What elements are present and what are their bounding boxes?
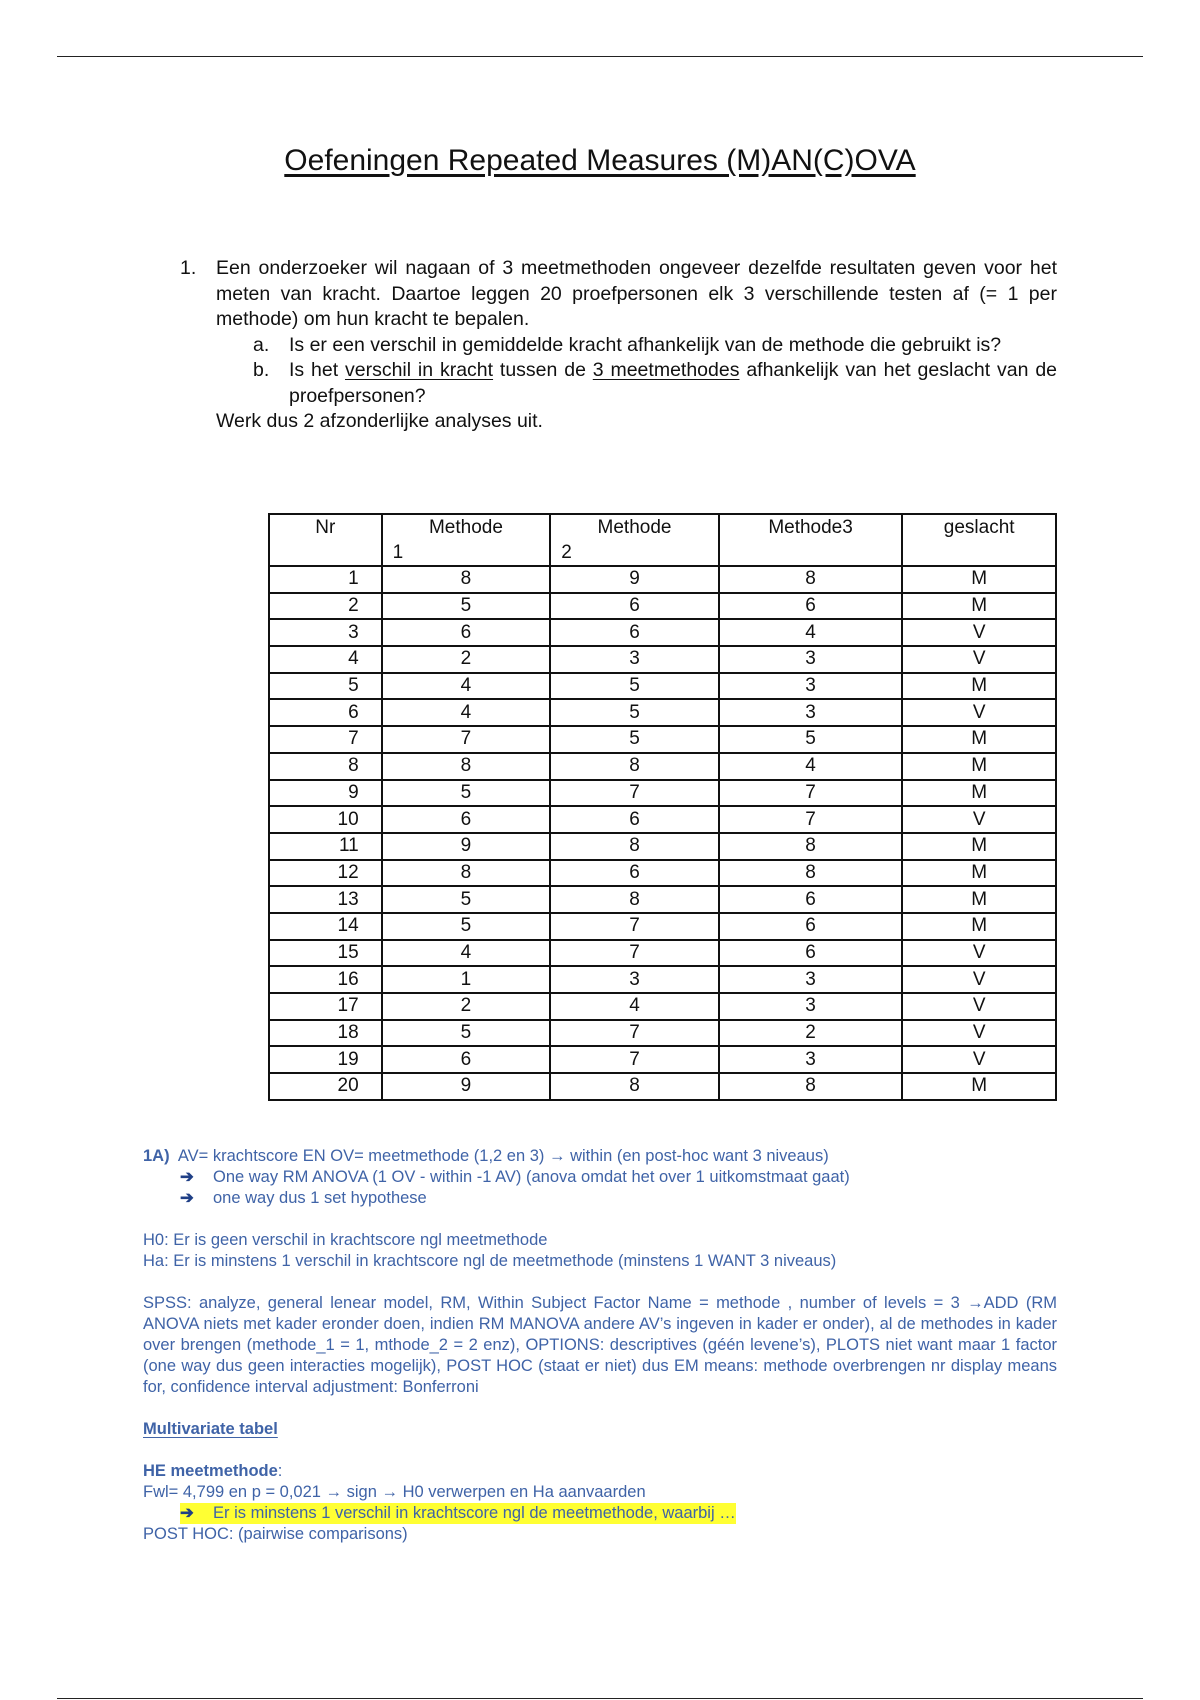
table-cell: 2 [719,1020,903,1047]
table-cell: 8 [382,566,551,593]
table-cell: 6 [382,1046,551,1073]
table-cell: 5 [382,593,551,620]
table-cell: V [902,619,1056,646]
table-cell: 3 [719,993,903,1020]
table-cell: 4 [382,699,551,726]
table-cell: M [902,753,1056,780]
table-cell: 11 [269,833,382,860]
table-cell: 6 [719,886,903,913]
table-row [269,566,1056,593]
header-nr: Nr [269,514,382,566]
table-cell: M [902,833,1056,860]
table-header-row [269,514,1056,566]
table-cell: 6 [382,806,551,833]
table-cell: M [902,913,1056,940]
table-cell: 6 [719,913,903,940]
conclusion: ➔ Er is minstens 1 verschil in krachtscore ngl de meetmethode, waarbij … [180,1504,736,1522]
table-cell: 6 [719,940,903,967]
table-cell: 2 [382,993,551,1020]
table-cell: 7 [550,913,719,940]
table-row [269,753,1056,780]
table-cell: 3 [550,966,719,993]
table-cell: 20 [269,1073,382,1100]
hypothesis-h0: H0: Er is geen verschil in krachtscore ngl meetmethode [143,1231,548,1249]
table-cell: 7 [550,1020,719,1047]
question-number: 1. [180,257,197,279]
table-cell: 3 [269,619,382,646]
table-cell: 7 [382,726,551,753]
table-cell: 7 [550,940,719,967]
table-cell: 8 [719,566,903,593]
subquestion-b-label: b. [253,359,270,381]
instruction-text: Werk dus 2 afzonderlijke analyses uit. [216,410,543,432]
table-cell: 1 [269,566,382,593]
table-cell: V [902,646,1056,673]
data-table [268,513,1057,1101]
table-cell: 6 [550,619,719,646]
table-cell: 8 [550,753,719,780]
table-cell: V [902,699,1056,726]
table-cell: 14 [269,913,382,940]
arrow-icon: ➔ [180,1168,194,1186]
table-cell: 2 [382,646,551,673]
table-row [269,940,1056,967]
table-row [269,780,1056,807]
table-cell: 3 [719,1046,903,1073]
table-cell: 5 [382,913,551,940]
table-cell: 2 [269,593,382,620]
table-cell: 9 [550,566,719,593]
fwl-result: Fwl= 4,799 en p = 0,021 → sign → H0 verwerpen en Ha aanvaarden [143,1483,646,1501]
table-cell: 7 [719,806,903,833]
subquestion-a [253,333,1057,359]
table-cell: 8 [719,860,903,887]
table-row [269,646,1056,673]
table-cell: 13 [269,886,382,913]
table-cell: 6 [550,806,719,833]
table-cell: M [902,726,1056,753]
subquestion-b-text: Is het verschil in kracht tussen de 3 meetmethodes afhankelijk van het geslacht van de proefpersonen? [289,359,1058,407]
table-cell: M [902,1073,1056,1100]
table-cell: 18 [269,1020,382,1047]
table-row [269,619,1056,646]
table-row [269,699,1056,726]
table-cell: 3 [719,673,903,700]
table-cell: 6 [719,593,903,620]
arrow-icon: ➔ [180,1504,194,1522]
table-cell: 7 [269,726,382,753]
table-cell: M [902,673,1056,700]
table-cell: 9 [382,1073,551,1100]
multivariate-heading: Multivariate tabel [143,1420,278,1438]
table-cell: 9 [382,833,551,860]
table-cell: 5 [382,1020,551,1047]
table-cell: 4 [269,646,382,673]
table-cell: 6 [382,619,551,646]
table-cell: 4 [550,993,719,1020]
spss-instructions: SPSS: analyze, general lenear model, RM, Within Subject Factor Name = methode , number of levels = 3 →ADD (RM ANOVA niets met kader eronder doen, indien RM MANOVA andere AV’s ingeven in kader er onder), al de methodes in kader over brengen (methode_1 = 1, mthode_2 = 2 enz), OPTIONS: descriptives (géén levene’s), PLOTS niet want maar 1 factor (one way dus geen interacties mogelijk), POST HOC (staat er niet) dus EM means: methode overbrengen nr display means for, confidence interval adjustment: Bonferroni [143,1294,1057,1396]
posthoc-line: POST HOC: (pairwise comparisons) [143,1525,408,1543]
table-cell: 7 [719,780,903,807]
table-row [269,1073,1056,1100]
table-cell: 8 [550,833,719,860]
table-row [269,913,1056,940]
header-methode-2: Methode 2 [550,514,719,566]
table-cell: M [902,780,1056,807]
subquestion-a-label: a. [253,333,270,356]
table-cell: 5 [382,780,551,807]
table-cell: 7 [550,1046,719,1073]
subquestion-a-text: Is er een verschil in gemiddelde kracht afhankelijk van de methode die gebruikt is? [289,333,1002,356]
answer-1a-label: 1A) [143,1147,170,1165]
table-cell: 6 [550,593,719,620]
table-cell: 8 [719,1073,903,1100]
answer-section [143,1146,1057,1545]
table-cell: V [902,806,1056,833]
table-cell: 8 [719,833,903,860]
table-cell: 8 [269,753,382,780]
table-cell: 5 [550,726,719,753]
table-cell: 5 [719,726,903,753]
table-cell: 19 [269,1046,382,1073]
table-cell: M [902,860,1056,887]
table-cell: 17 [269,993,382,1020]
header-geslacht: geslacht [902,514,1056,566]
table-cell: 5 [382,886,551,913]
table-cell: V [902,993,1056,1020]
question-text: Een onderzoeker wil nagaan of 3 meetmethoden ongeveer dezelfde resultaten geven voor het meten van kracht. Daartoe leggen 20 proefpersonen elk 3 verschillende testen af (= 1 per methode) om hun kracht te bepalen. [216,257,1057,330]
table-row [269,806,1056,833]
table-cell: 3 [719,966,903,993]
subquestion-b [253,358,1057,409]
page-title: Oefeningen Repeated Measures (M)AN(C)OVA [284,144,916,177]
table-cell: 6 [269,699,382,726]
header-rule [57,56,1143,57]
table-cell: 4 [719,753,903,780]
answer-bullet-1: ➔ One way RM ANOVA (1 OV - within -1 AV) (anova omdat het over 1 uitkomstmaat gaat) [180,1168,850,1186]
table-cell: M [902,593,1056,620]
table-cell: 7 [550,780,719,807]
table-cell: 5 [550,699,719,726]
table-row [269,993,1056,1020]
table-cell: 8 [382,860,551,887]
table-row [269,886,1056,913]
table-cell: 8 [550,886,719,913]
table-cell: 10 [269,806,382,833]
table-row [269,833,1056,860]
table-cell: 3 [719,646,903,673]
table-cell: 15 [269,940,382,967]
table-row [269,726,1056,753]
table-cell: V [902,1046,1056,1073]
table-cell: V [902,940,1056,967]
table-cell: 3 [550,646,719,673]
table-cell: V [902,966,1056,993]
table-cell: 6 [550,860,719,887]
table-cell: 12 [269,860,382,887]
table-cell: 1 [382,966,551,993]
answer-bullet-2: ➔ one way dus 1 set hypothese [180,1189,427,1207]
table-cell: 8 [550,1073,719,1100]
table-row [269,1046,1056,1073]
table-cell: 16 [269,966,382,993]
table-row [269,1020,1056,1047]
table-row [269,966,1056,993]
header-methode-1: Methode 1 [382,514,551,566]
header-methode-3: Methode3 [719,514,903,566]
table-cell: V [902,1020,1056,1047]
table-cell: 5 [269,673,382,700]
table-cell: 5 [550,673,719,700]
he-heading: HE meetmethode: [143,1462,283,1480]
table-cell: 4 [382,673,551,700]
table-cell: 8 [382,753,551,780]
table-cell: 4 [719,619,903,646]
arrow-icon: ➔ [180,1189,194,1207]
table-cell: M [902,566,1056,593]
footer-rule [57,1698,1143,1699]
question-1 [180,256,1057,435]
table-row [269,860,1056,887]
hypothesis-ha: Ha: Er is minstens 1 verschil in krachtscore ngl de meetmethode (minstens 1 WANT 3 niveaus) [143,1252,837,1270]
table-row [269,593,1056,620]
table-cell: 3 [719,699,903,726]
table-row [269,673,1056,700]
table-cell: 4 [382,940,551,967]
answer-1a-line: 1A) AV= krachtscore EN OV= meetmethode (1,2 en 3) → within (en post-hoc want 3 niveaus) [143,1147,829,1165]
table-cell: M [902,886,1056,913]
table-cell: 9 [269,780,382,807]
